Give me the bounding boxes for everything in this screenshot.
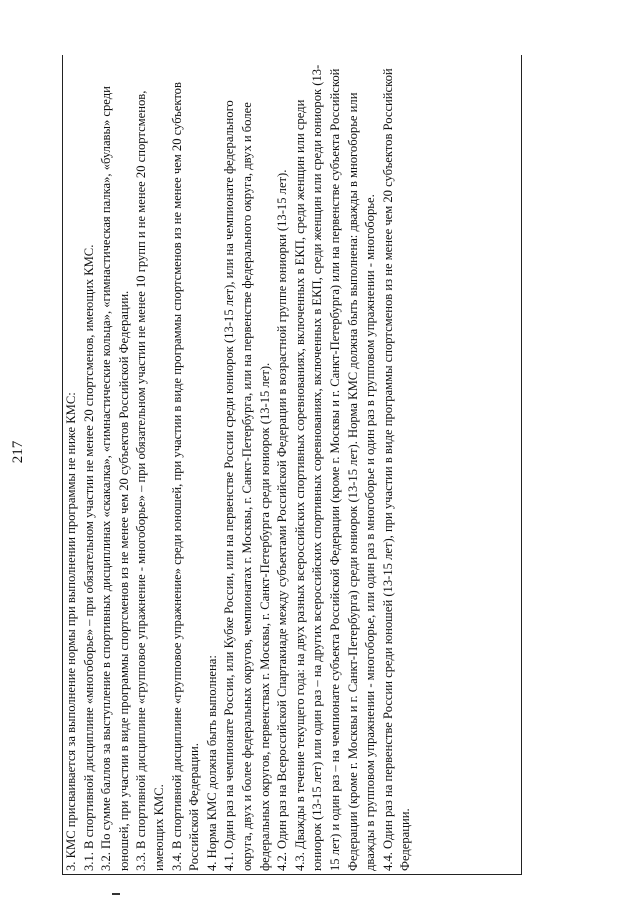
para-3: 3. КМС присваивается за выполнение нормы при выполнении программы не ниже КМС: [64, 392, 78, 871]
para-3-2: 3.2. По сумме баллов за выступление в спортивных дисциплинах «скакалка», «гимнастические кольца», «гимнастическая палка», «булавы» среди юношей, при участии в виде программы спортсменов из не менее чем 20 субъектов Российской Федерации. [99, 86, 131, 871]
para-3-1: 3.1. В спортивной дисциплине «многоборье» – при обязательном участии не менее 20 спортсменов, имеющих КМС. [81, 244, 96, 871]
para-4-1: 4.1. Один раз на чемпионате России, или Кубке России, или на первенстве России среди юниорок (13-15 лет), или на чемпионате федерального округа, двух и более федеральных округов, чемпионатах г. Москвы, г. Санкт-Петербурга, или на первенстве федерального округа, двух и более федеральных округов, первенствах г. Москвы, г. Санкт-Петербурга среди юниорок (13-15 лет). [222, 100, 272, 871]
scan-edge-mark [112, 893, 120, 895]
para-3-3: 3.3. В спортивной дисциплине «групповое упражнение - многоборье» – при обязательном участии не менее 10 групп и не менее 20 спортсменов, имеющих КМС. [134, 90, 166, 871]
para-4-3: 4.3. Дважды в течение текущего года: на двух разных всероссийских спортивных соревнованиях, включенных в ЕКП, среди женщин или среди юниорок (13-15 лет) или один раз – на других всероссийских спортивных соревнованиях, включенных в ЕКП, среди женщин или среди юниорок (13-15 лет) и один раз – на чемпионате субъекта Российской Федерации (кроме г. Москвы и г. Санкт-Петербурга) или на первенстве субъекта Российской Федерации (кроме г. Москвы и г. Санкт-Петербурга) среди юниорок (13-15 лет). Норма КМС должна быть выполнена: дважды в многоборье или дважды в групповом упражнении - многоборье, или один раз в многоборье и один раз в групповом упражнении - многоборье. [292, 64, 378, 871]
rotated-table [62, 55, 522, 875]
para-4-2: 4.2. Один раз на Всероссийской Спартакиаде между субъектами Российской Федерации в возрастной группе юниорки (13-15 лет). [275, 169, 290, 871]
table-cell-content [63, 59, 415, 871]
para-4: 4. Норма КМС должна быть выполнена: [204, 655, 219, 871]
para-4-4: 4.4. Один раз на первенстве России среди юношей (13-15 лет), при участии в виде программы спортсменов из не менее чем 20 субъектов Российской Федерации. [380, 68, 413, 871]
table-column-rule [62, 874, 522, 875]
page-number: 217 [10, 440, 26, 464]
para-3-4: 3.4. В спортивной дисциплине «групповое упражнение» среди юношей, при участии в виде программы спортсменов из не менее чем 20 субъектов Российской Федерации. [169, 82, 202, 871]
